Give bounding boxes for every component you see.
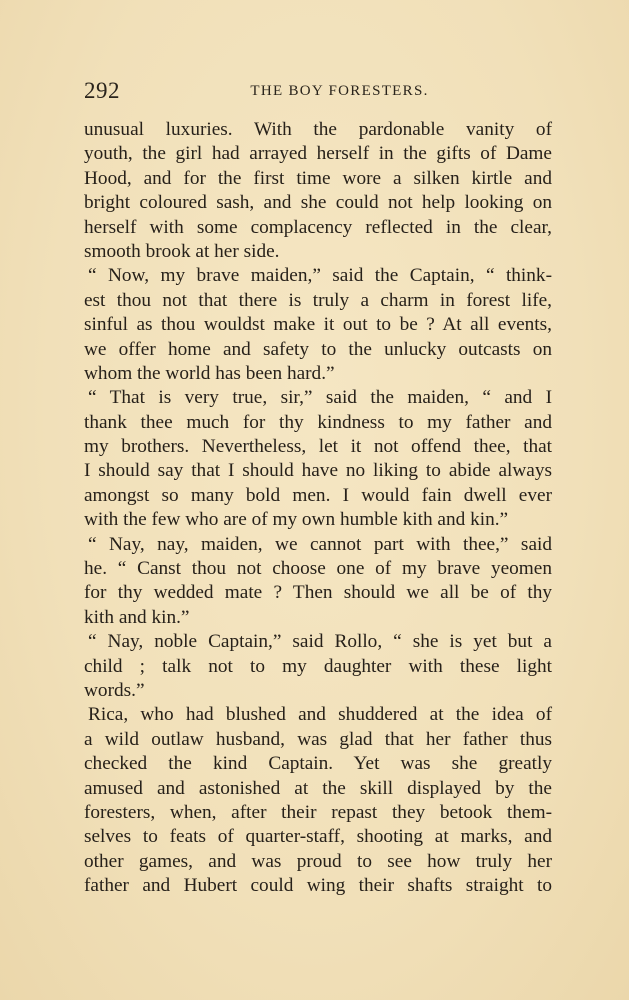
text-line: for thy wedded mate ? Then should we all be of thy [84,582,552,604]
body-text [84,118,552,899]
text-line: child ; talk not to my daughter with these light [84,655,552,677]
text-line: amused and astonished at the skill displayed by the [84,777,552,799]
text-line: bright coloured sash, and she could not help looking on [84,192,552,214]
text-line: “ Now, my brave maiden,” said the Captain, “ think- [88,265,552,287]
text-line: smooth brook at her side. [84,240,280,262]
text-line: “ That is very true, sir,” said the maiden, “ and I [88,387,552,409]
text-line: a wild outlaw husband, was glad that her father thus [84,728,552,750]
text-line: foresters, when, after their repast they betook them- [84,801,552,823]
text-line: “ Nay, nay, maiden, we cannot part with thee,” said [88,533,552,555]
text-line: words.” [84,679,145,701]
text-line: kith and kin.” [84,606,190,628]
text-line: I should say that I should have no liking to abide always [84,460,552,482]
text-line: we offer home and safety to the unlucky outcasts on [84,338,552,360]
text-line: my brothers. Nevertheless, let it not offend thee, that [84,436,552,458]
text-line: amongst so many bold men. I would fain dwell ever [84,484,552,506]
text-line: youth, the girl had arrayed herself in the gifts of Dame [84,143,552,165]
text-line: other games, and was proud to see how truly her [84,850,552,872]
text-line: he. “ Canst thou not choose one of my brave yeomen [84,558,552,580]
page-number: 292 [84,78,120,103]
text-line: checked the kind Captain. Yet was she greatly [84,753,552,775]
text-line: Rica, who had blushed and shuddered at the idea of [88,704,552,726]
text-line: thank thee much for thy kindness to my father and [84,411,552,433]
text-line: selves to feats of quarter-staff, shooting at marks, and [84,826,552,848]
text-line: “ Nay, noble Captain,” said Rollo, “ she is yet but a [88,631,552,653]
text-line: unusual luxuries. With the pardonable vanity of [84,119,552,140]
text-line: sinful as thou wouldst make it out to be ? At all events, [84,314,552,336]
page-header [84,78,545,108]
text-line: est thou not that there is truly a charm in forest life, [84,289,552,311]
text-line: Hood, and for the first time wore a silken kirtle and [84,167,552,189]
text-line: herself with some complacency reflected in the clear, [84,216,552,238]
running-title: THE BOY FORESTERS. [250,83,429,99]
text-line: father and Hubert could wing their shafts straight to [84,875,552,897]
text-line: whom the world has been hard.” [84,362,335,384]
text-line: with the few who are of my own humble kith and kin.” [84,509,509,531]
